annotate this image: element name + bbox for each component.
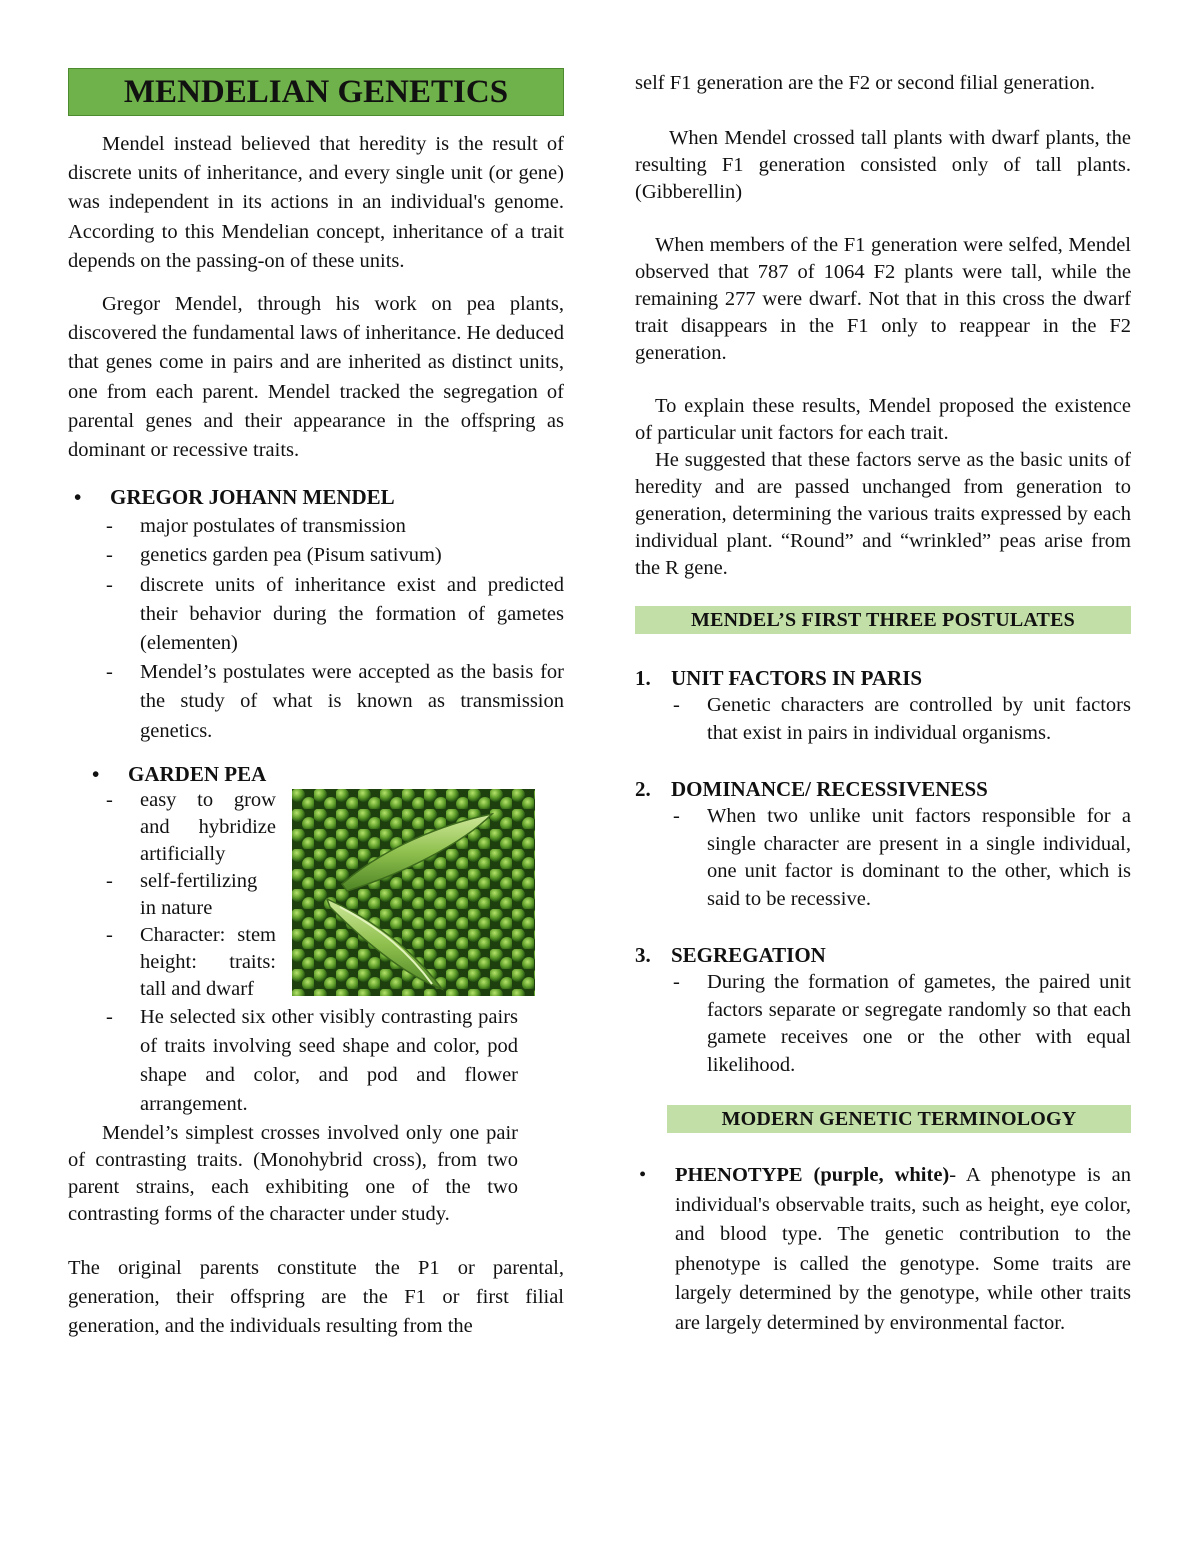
postulate-heading: UNIT FACTORS IN PARIS: [671, 666, 923, 690]
list-item: - Character: stem height: traits: tall and dwarf: [68, 922, 276, 1003]
postulate-heading: SEGREGATION: [671, 943, 826, 967]
left-para-4: The original parents constitute the P1 or parental, generation, their offspring are the F1 or first filial generation, and the individuals resulting from the: [68, 1256, 564, 1338]
bullet-icon: •: [74, 485, 82, 510]
postulate-heading: DOMINANCE/ RECESSIVENESS: [671, 777, 988, 801]
right-para-2: When Mendel crossed tall plants with dwarf plants, the resulting F1 generation consisted only of tall plants. (Gibberellin): [635, 127, 1131, 203]
list-item: - During the formation of gametes, the paired unit factors separate or segregate randomly so that each gamete receives one or the other with equal likelihood.: [635, 969, 1131, 1079]
right-para-5: He suggested that these factors serve as the basic units of heredity and are passed unchanged from generation to generation, determining the various traits expressed by each individual plant. “Round” and “wrinkled” peas arise from the R gene.: [635, 449, 1131, 579]
postulate-2: [635, 775, 1131, 913]
left-column: [68, 68, 564, 1341]
garden-pea-image: [292, 789, 535, 996]
right-column: [635, 70, 1131, 1338]
page-title: MENDELIAN GENETICS: [68, 68, 564, 116]
list-item: - When two unlike unit factors responsible for a single character are present in a single individual, one unit factor is dominant to the other, which is said to be recessive.: [635, 803, 1131, 913]
pea-list: [68, 787, 276, 1003]
phenotype-bullet: [635, 1161, 1131, 1338]
postulate-number: 2.: [635, 777, 651, 801]
list-item: - easy to grow and hybridize artificially: [68, 787, 276, 868]
left-para-1: Mendel instead believed that heredity is the result of discrete units of inheritance, and every single unit (or gene) was independent in its actions in an individual's genome. According to this Mendelian concept, inheritance of a trait depends on the passing-on of these units.: [68, 133, 564, 272]
section-title-terminology: MODERN GENETIC TERMINOLOGY: [667, 1105, 1131, 1133]
bullet-garden-pea: [68, 760, 564, 789]
right-para-4: To explain these results, Mendel proposed the existence of particular unit factors for each trait.: [635, 395, 1131, 444]
list-item: - discrete units of inheritance exist and predicted their behavior during the formation of gametes (elementen): [68, 571, 564, 659]
left-para-2: Gregor Mendel, through his work on pea plants, discovered the fundamental laws of inheritance. He deduced that genes come in pairs and are inherited as distinct units, one from each parent. Mendel tracked the segregation of parental genes and their appearance in the offspring as dominant or recessive traits.: [68, 293, 564, 462]
bullet-icon: •: [639, 1164, 647, 1186]
right-para-3: When members of the F1 generation were selfed, Mendel observed that 787 of 1064 F2 plants were tall, while the remaining 277 were dwarf. Not that in this cross the dwarf trait disappears in the F1 only to reappear in the F2 generation.: [635, 234, 1131, 364]
list-item: - major postulates of transmission: [68, 512, 564, 541]
list-item: - Mendel’s postulates were accepted as the basis for the study of what is known as transmission genetics.: [68, 658, 564, 746]
gregor-list: [68, 512, 564, 746]
postulate-number: 3.: [635, 943, 651, 967]
postulate-number: 1.: [635, 666, 651, 690]
list-item: - genetics garden pea (Pisum sativum): [68, 541, 564, 570]
pea-section: [68, 789, 564, 1003]
list-item: - self-fertilizing in nature: [68, 868, 276, 922]
list-item: - Genetic characters are controlled by unit factors that exist in pairs in individual organisms.: [635, 692, 1131, 747]
left-para-3: Mendel’s simplest crosses involved only one pair of contrasting traits. (Monohybrid cross), from two parent strains, each exhibiting one of the two contrasting forms of the character under study.: [68, 1121, 518, 1225]
postulate-3: [635, 941, 1131, 1079]
bullet-heading: GARDEN PEA: [128, 761, 267, 786]
right-para-1: self F1 generation are the F2 or second filial generation.: [635, 72, 1095, 94]
section-title-postulates: MENDEL’S FIRST THREE POSTULATES: [635, 606, 1131, 634]
list-item: - He selected six other visibly contrasting pairs of traits involving seed shape and color, pod shape and color, and pod and flower arrangement.: [68, 1003, 518, 1120]
bullet-icon: •: [92, 761, 100, 786]
phenotype-text: - A phenotype is an individual's observable traits, such as height, eye color, and blood type. The genetic contribution to the phenotype is called the genotype. Some traits are largely determined by the genotype, while other traits are largely determined by environmental factor.: [675, 1164, 1131, 1334]
bullet-gregor: [68, 483, 564, 512]
pea-list-wide: [68, 1003, 564, 1120]
postulate-1: [635, 664, 1131, 747]
phenotype-term: PHENOTYPE (purple, white): [675, 1164, 950, 1186]
bullet-heading: GREGOR JOHANN MENDEL: [110, 485, 395, 510]
